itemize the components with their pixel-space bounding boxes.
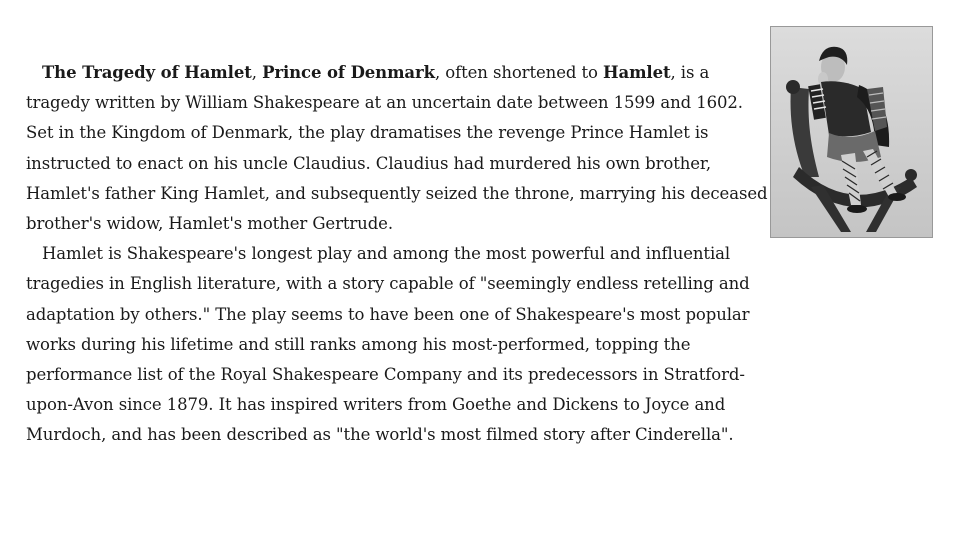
title-separator: , (251, 63, 263, 82)
play-subtitle: Prince of Denmark (262, 63, 435, 82)
hamlet-actor-portrait-icon (771, 27, 933, 238)
intro-body: , is a tragedy written by William Shakespeare at an uncertain date between 1599 and 1602. Set in the Kingdom of Denmark, the play dramatises the revenge Prince Hamlet is instructed to enact on his uncle Claudius. Claudius had murdered his own brother, Hamlet's father King Hamlet, and subsequently seized the throne, marrying his deceased brother's widow, Hamlet's mother Gertrude. (26, 63, 768, 234)
paragraph-intro (26, 58, 771, 239)
paragraph-influence: Hamlet is Shakespeare's longest play and among the most powerful and influential tragedies in English literature, with a story capable of "seemingly endless retelling and adaptation by others." The play seems to have been one of Shakespeare's most popular works during his lifetime and still ranks among his most-performed, topping the performance list of the Royal Shakespeare Company and its predecessors in Stratford-upon-Avon since 1879. It has inspired writers from Goethe and Dickens to Joyce and Murdoch, and has been described as "the world's most filmed story after Cinderella". (26, 244, 750, 445)
play-title: The Tragedy of Hamlet (42, 63, 252, 82)
article-text (26, 58, 771, 451)
hamlet-actor-photo (770, 26, 933, 238)
intro-connector: , often shortened to (434, 63, 603, 82)
play-short-title: Hamlet (602, 63, 671, 82)
